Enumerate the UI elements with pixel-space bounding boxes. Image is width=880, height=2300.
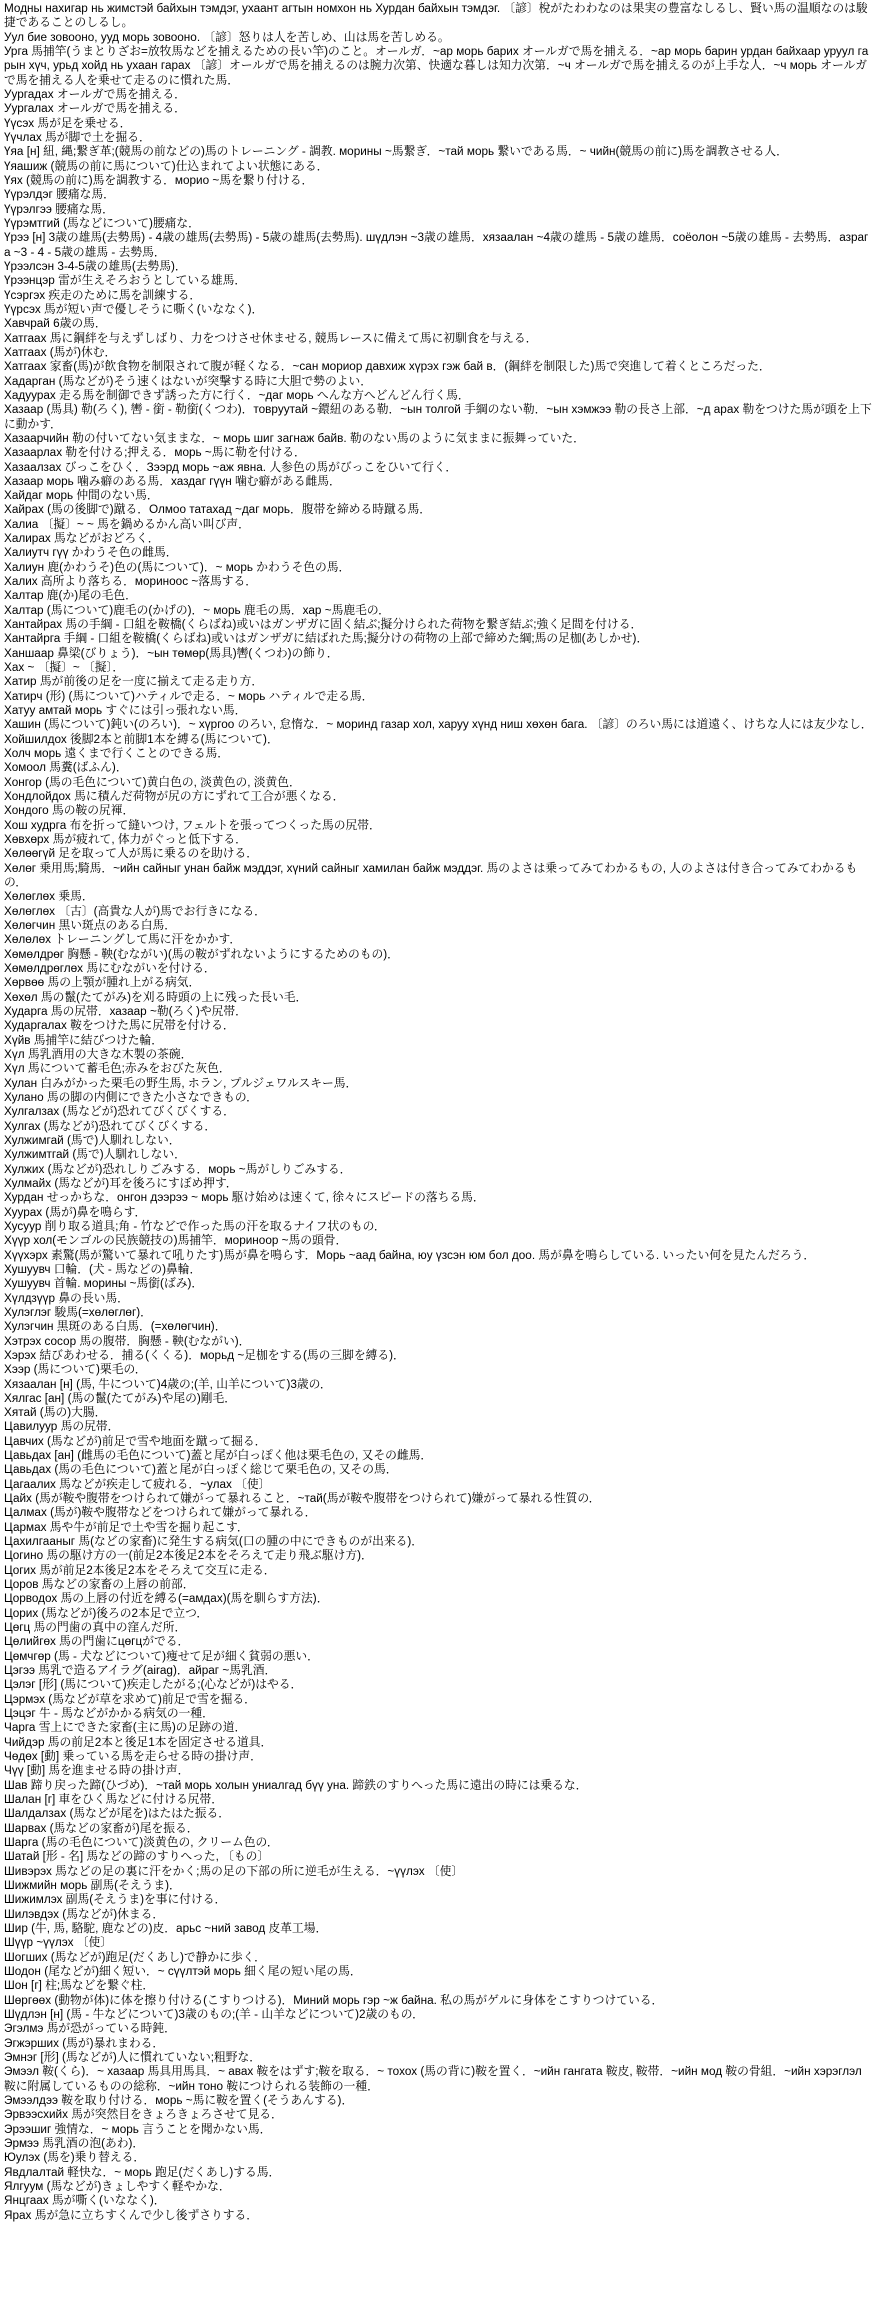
dictionary-entry: Цөгц 馬の門歯の真中の窪んだ所．	[4, 1621, 187, 1635]
dictionary-entry: Хулжимгай (馬で)人馴れしない．	[4, 1133, 181, 1147]
dictionary-entry: Цорих (馬などが)後ろの2本足で立つ．	[4, 1606, 209, 1620]
dictionary-entry: Хээр (馬について)栗毛の．	[4, 1363, 147, 1377]
dictionary-entry: Хэрэх 結びあわせる．捕る(くくる)．морьд ~足枷をする(馬の三脚を縛る)．	[4, 1348, 405, 1362]
dictionary-entry: Цавчих (馬などが)前足で雪や地面を蹴って掘る．	[4, 1434, 267, 1448]
dictionary-entry: Уургадах オールガで馬を捕える．	[4, 87, 186, 101]
dictionary-entry: Хулгалзах (馬などが)恐れてびくびくする．	[4, 1105, 235, 1119]
dictionary-entry: Уургалах オールガで馬を捕える．	[4, 102, 186, 116]
dictionary-entry: Хөлөөгүй 足を取って人が馬に乗るのを助ける．	[4, 847, 259, 861]
dictionary-entry: Хялгас [ан] (馬の鬣(たてがみ)や尾の)剛毛．	[4, 1391, 236, 1405]
dictionary-entry: Шарга (馬の毛色について)淡黄色の, クリーム色の．	[4, 1836, 279, 1849]
dictionary-entry: Шалдалзах (馬などが尾を)はたはた振る．	[4, 1807, 231, 1821]
dictionary-entry: Цэцэг 牛 - 馬などがかかる病気の一種．	[4, 1707, 214, 1721]
dictionary-entry: Хүл 馬について蓄毛色;赤みをおびた灰色．	[4, 1062, 231, 1076]
dictionary-entry: Янцгаах 馬が嘶く(いななく)．	[4, 2194, 166, 2208]
dictionary-entry: Цогих 馬が前足2本後足2本をそろえて交互に走る．	[4, 1563, 276, 1577]
dictionary-entry: Хулэглэг 駿馬(=хөлөглөг)．	[4, 1305, 152, 1319]
dictionary-entry: Эмээлдээ 鞍を取り付ける．морь ~馬に鞍を置く(そうあんする)．	[4, 2093, 354, 2107]
dictionary-entry: Үүрсэх 馬が短い声で優しそうに嘶く(いななく)．	[4, 302, 264, 316]
dictionary-entry: Цалмах (馬が)鞍や腹帯などをつけられて嫌がって暴れる．	[4, 1506, 317, 1520]
dictionary-entry: Холч морь 遠くまで行くことのできる馬．	[4, 747, 229, 761]
dictionary-entry: Уул бие зовооно, ууд морь зовооно. 〔諺〕怒りは人を苦しめ、山は馬を苦しめる。	[4, 30, 450, 44]
dictionary-entry: Үсэргэх 疾走のために馬を訓練する．	[4, 288, 202, 302]
dictionary-entry: Цогино 馬の駆け方の一(前足2本後足2本をそろえて走り飛ぶ駆け方)．	[4, 1549, 373, 1563]
dictionary-entry: Хушуувч 口輪．(犬 - 馬などの)鼻輪．	[4, 1262, 202, 1276]
dictionary-entry: Хятай (馬の)大腸．	[4, 1406, 107, 1420]
dictionary-entry: Хантайрга 手綱 - 口組を鞍橋(くらばね)或いはガンザガに結ばれた馬;擬分けの荷物の上部で締めた綱;馬の足枷(あしかせ)．	[4, 632, 649, 646]
dictionary-entry: Халтар 鹿(か)尾の毛色．	[4, 589, 137, 603]
dictionary-entry: Хатгаах (馬が)休む．	[4, 345, 117, 359]
dictionary-entry: Ханшаар 鼻梁(びりょう)．~ын төмөр(馬具)轡(くつわ)の飾り．	[4, 646, 339, 660]
dictionary-entry: Чарга 雪上にできた家畜(主に馬)の足跡の道．	[4, 1721, 247, 1735]
dictionary-entry: Цавьдах (馬の毛色について)蓋と尾が白っぽく総じて栗毛色の, 又その馬．	[4, 1463, 398, 1477]
dictionary-entry: Цайх (馬が鞍や腹帯をつけられて嫌がって暴れること．~тай(馬が鞍や腹帯をつけられて)嫌がって暴れる性質の．	[4, 1492, 601, 1506]
dictionary-entry: Хулан 白みがかった栗毛の野生馬, ホラン, プルジェワルスキー馬．	[4, 1076, 358, 1090]
dictionary-entry: Хүйв 馬捕竿に結びつけた輪．	[4, 1033, 164, 1047]
dictionary-entry: Хайдаг морь 仲間のない馬．	[4, 489, 159, 503]
dictionary-entry: Шүүр ~үүлэх 〔使〕	[4, 1936, 113, 1950]
dictionary-entry: Ялгуум (馬などが)きょしやすく軽やかな．	[4, 2179, 231, 2193]
dictionary-entry: Үяа [н] 紐, 縄;繋ぎ革;(競馬の前などの)馬のトレーニング - 調教. морины ~馬繋ぎ．~тай морь 繋いである馬．~ чийн(競馬の前に)馬を調教させる人．	[4, 145, 788, 159]
dictionary-entry: Шогших (馬などが)跑足(だくあし)で静かに歩く．	[4, 1950, 266, 1964]
dictionary-entry: Хатгаах 家畜(馬)が飲食物を制限されて腹が軽くなる．~сан мориор давхиж хүрэх гэж бай в．(鋼絆を制限した)馬で突進して着くところだった．	[4, 360, 771, 374]
dictionary-entry: Явдлалтай 軽快な．~ морь 跑足(だくあし)する馬．	[4, 2165, 281, 2179]
dictionary-entry: Үүсэх 馬が足を乗せる．	[4, 116, 132, 130]
dictionary-entry: Цавилуур 馬の尻帯．	[4, 1420, 120, 1434]
dictionary-entry: Үүчлах 馬が脚で土を掘る．	[4, 130, 151, 144]
dictionary-entry: Цөлийгөх 馬の門歯にцөгцがでる．	[4, 1635, 190, 1649]
dictionary-entry: Хурдан せっかちな．онгон дээрээ ~ морь 駆け始めは速くて, 徐々にスピードの落ちる馬．	[4, 1191, 485, 1205]
dictionary-entry: Хашин (馬について)鈍い(のろい)．~ хүргоо のろい, 怠惰な．~ моринд газар хол, харуу хүнд ниш хөхөн бага. 〔諺〕のろい馬には道遠く、けちな人には友少なし．	[4, 718, 873, 732]
dictionary-entry: Цэлэг [形] (馬について)疾走したがる;(心などが)はやる．	[4, 1678, 303, 1692]
dictionary-entry: Халиун 鹿(かわうそ)色の(馬について)．~ морь かわうそ色の馬．	[4, 560, 351, 574]
dictionary-entry: Шир (牛, 馬, 駱駝, 鹿などの)皮．арьс ~ний завод 皮革工場．	[4, 1921, 328, 1935]
dictionary-entry: Үяашиж (競馬の前に馬について)仕込まれてよい状態にある．	[4, 159, 329, 173]
dictionary-entry: Хойшилдох 後脚2本と前脚1本を縛る(馬について)．	[4, 732, 279, 746]
dictionary-entry: Эрмээ 馬乳酒の泡(あわ)．	[4, 2136, 145, 2150]
dictionary-entry: Урга 馬捕竿(うまとりざお=放牧馬などを捕えるための長い竿)のこと。オールガ．~ар морь барих オールガで馬を捕える．~ар морь барин урдан байхаар уруул гарын хүч, урьд хойд нь ухаан гарах 〔諺〕オールガで馬を捕えるのは腕力次第、快適な暮しは知力次第．~ч オールガで馬を捕えるのが上手な人．~ч морь オールガで馬を捕える人を乗せて走るのに慣れた馬．	[4, 44, 869, 87]
dictionary-entry: Цахилгааныг 馬(などの家畜)に発生する病気(口の腫の中にできものが出来る)．	[4, 1535, 424, 1549]
dictionary-entry: Хөрвөө 馬の上顎が腫れ上がる病気．	[4, 976, 201, 990]
dictionary-entry: Цоров 馬などの家畜の上唇の前部．	[4, 1578, 195, 1592]
dictionary-entry: Халирах 馬などがおどろく．	[4, 532, 160, 546]
dictionary-entry: Үях (競馬の前に)馬を調教する．морио ~馬を繋り付ける．	[4, 173, 314, 187]
dictionary-entry: Шалан [г] 車をひく馬などに付ける尻帯．	[4, 1793, 224, 1807]
dictionary-entry: Хөлөглөх 乗馬．	[4, 890, 94, 904]
dictionary-entry: Эгжэрших (馬が)暴れまわる．	[4, 2036, 165, 2050]
dictionary-entry: Хүл 馬乳酒用の大きな木製の茶碗．	[4, 1047, 193, 1061]
dictionary-entry: Шүдлэн [н] (馬 - 牛などについて)3歳のもの;(羊 - 山羊などについて)2歳のもの．	[4, 2007, 424, 2021]
dictionary-entry: Шатай [形 - 名] 馬などの蹄のすりへった, 〔もの〕	[4, 1850, 270, 1864]
dictionary-entry: Хавчрай 6歳の馬．	[4, 317, 107, 331]
dictionary-entry: Хазаалзах びっこをひく．Зээрд морь ~аж явна. 人参色の馬がびっこをひいて行く．	[4, 460, 458, 474]
dictionary-entry: Хүлдзүүр 鼻の長い馬．	[4, 1291, 129, 1305]
dictionary-entry: Үрээлсэн 3-4-5歳の雄馬(去勢馬)．	[4, 259, 187, 273]
dictionary-entry: Хөвхөрх 馬が疲れて, 体力がぐっと低下する．	[4, 833, 247, 847]
dictionary-entry: Халих 高所より落ちる．мориноос ~落馬する．	[4, 575, 257, 589]
dictionary-entry: Хөхөл 馬の鬣(たてがみ)を刈る時頭の上に残った長い毛．	[4, 990, 308, 1004]
dictionary-entry: Цэгээ 馬乳で造るアイラグ(airag)．айраг ~馬乳酒．	[4, 1664, 277, 1678]
dictionary-entry: Цорводох 馬の上唇の付近を縛る(=амдах)(馬を馴らす方法)．	[4, 1592, 329, 1606]
dictionary-entry: Хулмайх (馬などが)耳を後ろにすぼめ押す．	[4, 1176, 238, 1190]
dictionary-entry: Хайрах (馬の後脚で)蹴る．Олмоо татахад ~даг морь．腹帯を締める時蹴る馬．	[4, 503, 432, 517]
dictionary-entry: Хэтрэх сосор 馬の腹帯．胸懸 - 鞅(むながい)．	[4, 1334, 251, 1348]
dictionary-entry: Шарвах (馬などの家畜が)尾を振る．	[4, 1821, 199, 1835]
dictionary-entry: Хондлойдох 馬に積んだ荷物が尻の方にずれて工合が悪くなる．	[4, 790, 345, 804]
dictionary-entry: Үүрэлдэг 腰痛な馬．	[4, 188, 115, 202]
dictionary-entry: Хатир 馬が前後の足を一度に揃えて走る走り方．	[4, 675, 264, 689]
dictionary-entry: Хөлөглөх 〔古〕(高貴な人が)馬でお行きになる．	[4, 904, 266, 918]
dictionary-entry: Шав 蹄り戻った蹄(ひづめ)．~тай морь холын униалгад бүү уна. 蹄鉄のすりへった馬に遠出の時には乗るな．	[4, 1778, 588, 1792]
dictionary-entry: Модны нахигар нь жимстэй байхын тэмдэг, ухаант агтын номхон нь Хурдан байхын тэмдэг. 〔諺〕梲がたわわなのは果実の豊富なしるし、賢い馬の温順なのは駿捷であることのしるし。	[4, 2, 868, 30]
dictionary-entry: Хулэгчин 黒斑のある白馬．(=хөлөгчин)．	[4, 1320, 227, 1334]
dictionary-entry: Хүүр хол(モンゴルの民族競技の)馬捕竿．мориноор ~馬の頭骨．	[4, 1234, 348, 1248]
dictionary-entry: Хазаарчийн 勒の付いてない気ままな．~ морь шиг загнаж байв. 勒のない馬のように気ままに振舞っていた．	[4, 431, 585, 445]
dictionary-entry: Хондого 馬の鞍の尻褌．	[4, 804, 135, 818]
dictionary-entry: Хош худрга 布を折って縫いつけ, フェルトを張ってつくった馬の尻帯．	[4, 818, 381, 832]
dictionary-entry: Хазаарлах 勒を付ける;押える．морь ~馬に勒を付ける．	[4, 446, 306, 460]
dictionary-entry: Хадарган (馬などが)そう速くはないが突撃する時に大胆で勢のよい．	[4, 374, 372, 388]
dictionary-entry: Цармах 馬や牛が前足で土や雪を掘り起こす．	[4, 1520, 249, 1534]
dictionary-entry: Хонгор (馬の毛色について)黄白色の, 淡黄色の, 淡黄色．	[4, 775, 301, 789]
dictionary-entry: Үрээнцэр 雷が生えそろおうとしている雄馬．	[4, 274, 247, 288]
dictionary-entry: Цагаалих 馬などが疾走して疲れる．~улах 〔使〕	[4, 1477, 271, 1491]
dictionary-entry: Хатуу амтай морь すぐには引っ張れない馬．	[4, 704, 247, 718]
dictionary-entry: Хадуурах 走る馬を制御できず誘った方に行く．~даг морь へんな方へどんどん行く馬．	[4, 388, 470, 402]
dictionary-entry: Үүрэлгээ 腰痛な馬．	[4, 202, 114, 216]
dictionary-entry: Шижмийн морь 副馬(そえうま)．	[4, 1878, 181, 1892]
dictionary-entry: Чийдэр 馬の前足2本と後足1本を固定させる道具．	[4, 1735, 273, 1749]
dictionary-entry: Хулжих (馬などが)恐れしりごみする．морь ~馬がしりごみする．	[4, 1162, 352, 1176]
dictionary-entry: Чүү [動] 馬を進ませる時の掛け声．	[4, 1764, 190, 1778]
dictionary-entry: Хулжимтгай (馬で)人馴れしない．	[4, 1148, 186, 1162]
dictionary-entry: Эрээшиг 強情な．~ морь 言うことを聞かない馬．	[4, 2122, 272, 2136]
dictionary-entry: Хантайрах 馬の手綱 - 口組を鞍橋(くらばね)或いはガンザガに固く結ぶ;擬分けられた荷物を繋ぎ結ぶ;強く足間を付ける．	[4, 618, 643, 632]
dictionary-entry: Шивэрэх 馬などの足の裏に汗をかく;馬の足の下部の所に逆毛が生える．~үүлэх 〔使〕	[4, 1864, 464, 1878]
dictionary-entry: Хазаар морь 噛み癖のある馬．хаздаг гүүн 噛む癖がある雌馬．	[4, 474, 341, 488]
dictionary-entry: Хүүхэрх 素驚(馬が驚いて暴れて吼りたす)馬が鼻を鳴らす．Морь ~аад байна, юу үзсэн юм бол доо. 馬が鼻を鳴らしている. いったい何を見たんだろう．	[4, 1248, 816, 1262]
dictionary-entry: Хушуувч 首輪. морины ~馬銜(ばみ)．	[4, 1277, 204, 1291]
dictionary-entry: Үүрэмтгий (馬などについて)腰痛な．	[4, 216, 200, 230]
dictionary-entry: Хусуур 削り取る道具;角 - 竹などで作った馬の汗を取るナイフ状のもの．	[4, 1219, 386, 1233]
dictionary-entry: Халиа 〔擬〕~ ~ 馬を鍋めるかん高い叫び声．	[4, 517, 250, 531]
dictionary-entry: Шон [г] 柱;馬などを繋ぐ柱．	[4, 1979, 155, 1993]
dictionary-entry: Хуурах (馬が)鼻を鳴らす．	[4, 1205, 147, 1219]
dictionary-entry: Юулэх (馬を)乗り替える．	[4, 2151, 146, 2165]
dictionary-entry: Хөмөлдрөглөх 馬にむながいを付ける．	[4, 961, 216, 975]
dictionary-entry: Хулано 馬の脚の内側にできた小さなできもの．	[4, 1090, 258, 1104]
dictionary-entry: Хазаар (馬具) 勒(ろく), 轡 - 銜 - 勒銜(くつわ)．товруутай ~鐶紐のある勒．~ын толгой 手綱のない勒．~ын хэмжээ 勒の長さ上部．~д арах 勒をつけた馬が頭を上下に動かす．	[4, 403, 872, 431]
dictionary-entry: Хатгаах 馬に鋼絆を与えずしばり、力をつけさせ休ませる, 競馬レースに備えて馬に初馴食を与える．	[4, 331, 538, 345]
dictionary-entry: Шөргөөх (動物が体)に体を擦り付ける(こすりつける)．Миний морь гэр ~ж байна. 私の馬がゲルに身体をこすりつけている．	[4, 1993, 664, 2007]
dictionary-entry: Хударга 馬の尻帯．хазаар ~勒(ろく)や尻帯．	[4, 1004, 247, 1018]
dictionary-entry: Хөмөлдрөг 胸懸 - 鞅(むながい)(馬の鞍がずれないようにするためのもの)．	[4, 947, 399, 961]
dictionary-entry: Хомоол 馬糞(ばふん)．	[4, 761, 128, 775]
dictionary-entry: Эмнэг [形] (馬などが)人に慣れていない;粗野な．	[4, 2050, 262, 2064]
dictionary-entry: Хөлөгчин 黒い斑点のある白馬．	[4, 919, 176, 932]
dictionary-entry: Цэрмэх (馬などが草を求めて)前足で雪を掘る．	[4, 1692, 256, 1706]
dictionary-entry: Хулгах (馬などが)恐れてびくびくする．	[4, 1119, 217, 1133]
dictionary-entry: Эрвээсхийх 馬が突然目をきょろきょろさせて見る．	[4, 2108, 283, 2122]
dictionary-entry: Эмээл 鞍(くら)．~ хазаар 馬具用馬具．~ авах 鞍をはずす;鞍を取る．~ тохох (馬の背に)鞍を置く．~ийн гангата 鞍皮, 鞍帯．~ийн мод 鞍の骨組．~ийн хэрэглэл 鞍に附属しているものの総称．~ийн тоно 鞍につけられる装飾の一種．	[4, 2065, 862, 2093]
dictionary-entry: Хязаалан [н] (馬, 牛について)4歳の;(羊, 山羊について)3歳の．	[4, 1377, 332, 1391]
dictionary-entry: Шижимлэх 副馬(そえうま)を事に付ける．	[4, 1893, 227, 1907]
dictionary-entry: Шодон (尾などが)細く短い．~ сүүлтэй морь 細く尾の短い尾の馬．	[4, 1964, 362, 1978]
dictionary-entry: Хах ~ 〔擬〕~ 〔擬〕．	[4, 661, 125, 675]
dictionary-entry: Чөдөх [動] 乗っている馬を走らせる時の掛け声．	[4, 1750, 262, 1764]
dictionary-entry: Хатирч (形) (馬について)ハティルで走る．~ морь ハティルで走る馬．	[4, 689, 374, 703]
dictionary-entry: Халиутч гүү かわうそ色の雌馬．	[4, 546, 178, 560]
dictionary-entry: Эгэлмэ 馬が恐がっている時鈍．	[4, 2022, 176, 2036]
dictionary-entry: Үрээ [н] 3歳の雄馬(去勢馬) - 4歳の雄馬(去勢馬) - 5歳の雄馬(去勢馬). шүдлэн ~3歳の雄馬．хязаалан ~4歳の雄馬 - 5歳の雄馬．соёолон ~5歳の雄馬 - 去勢馬．азрага ~3 - 4 - 5歳の雄馬 - 去勢馬．	[4, 231, 869, 259]
dictionary-entry: Хударгалах 鞍をつけた馬に尻帯を付ける．	[4, 1019, 235, 1033]
dictionary-entry: Цөмчгөр (馬 - 犬などについて)痩せて足が細く貧弱の悪い．	[4, 1649, 319, 1663]
dictionary-entry: Шилэвдэх (馬などが)休まる．	[4, 1907, 165, 1921]
dictionary-entry: Хөлөг 乗用馬;騎馬．~ийн сайныг унан байж мэддэг, хүний сайныг хамилан байж мэддэг. 馬のよさは乗ってみてわかるもの, 人のよさは付き合ってみてわかるもの．	[4, 861, 858, 890]
dictionary-entry: Цавьдах [ан] (雌馬の毛色について)蓋と尾が白っぽく他は栗毛色の, 又その雌馬．	[4, 1449, 433, 1463]
dictionary-entry: Хөлөлөх トレーニングして馬に汗をかかす．	[4, 933, 242, 947]
dictionary-entry: Ярах 馬が急に立ちすくんで少し後ずさりする．	[4, 2208, 258, 2222]
dictionary-entry: Халтар (馬について)鹿毛の(かげの)．~ морь 鹿毛の馬．хар ~馬鹿毛の．	[4, 603, 390, 617]
